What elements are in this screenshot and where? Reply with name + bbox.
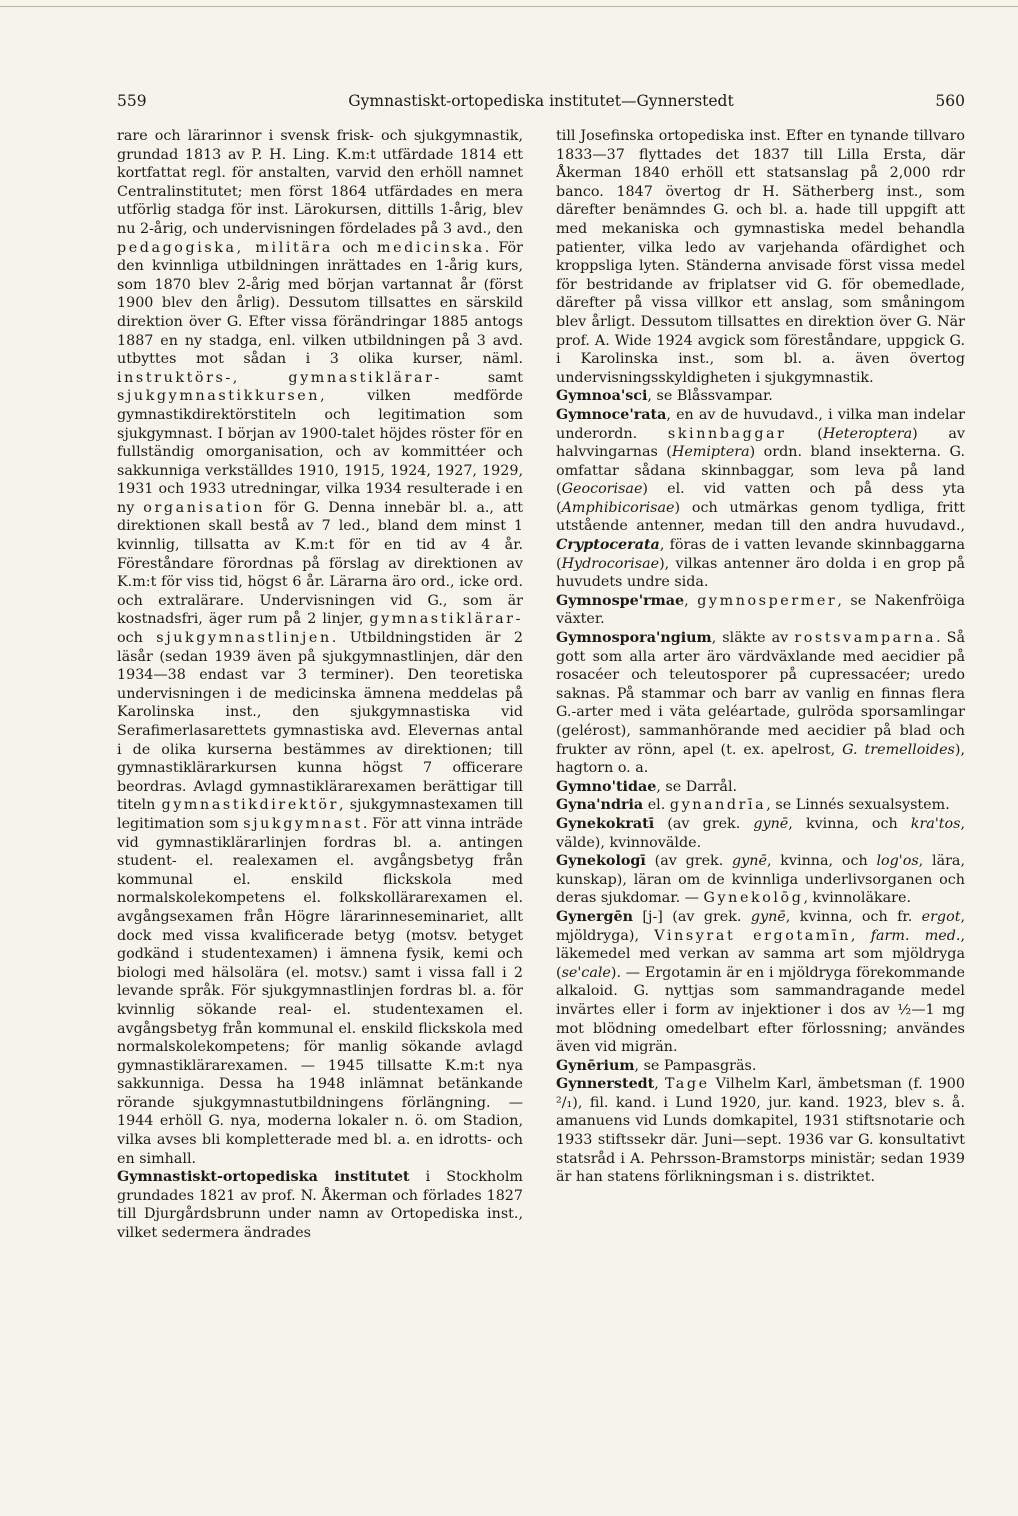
entry-gymnospermae: Gymnospe'rmae, gymnospermer, se Nakenfröiga växter. xyxy=(556,592,965,628)
headword: Gymnastiskt-ortopediska institutet xyxy=(117,1169,410,1186)
entry-gymnotidae: Gymno'tidae, se Darrål. xyxy=(556,778,738,795)
entry-gymnosporangium: Gymnospora'ngium, släkte av rostsvamparna. Så gott som alla arter äro värdväxlande med aecidier på rosacéer och teleutosporer på cupressacéer; uredo saknas. På stammar och barr av vanlig en finnas flera G.-arter med i väta geléartade, gulröda sporsamlingar (gelérost), sammanhörande med aecidier på blad och frukter av rönn, apel (t. ex. apelrost, G. tremelloides), hagtorn o. a. xyxy=(556,630,965,777)
headword: Gymnospora'ngium xyxy=(556,630,712,647)
entry-gymnastiskt-ortopediska-institutet: Gymnastiskt-ortopediska institutet i Stockholm grundades 1821 av prof. N. Åkerman och förlades 1827 till Djurgårdsbrunn under namn av Ortopediska inst., vilket sedermera ändrades xyxy=(117,1169,523,1242)
entry-gynergen: Gynergēn [j-] (av grek. gynē, kvinna, och fr. ergot, mjöldryga), Vinsyrat ergotamīn, farm. med., läkemedel med verkan av samma art som mjöldryga (se'cale). — Ergotamin är en i mjöldryga förekommande alkaloid. G. nyttjas som sammandragande medel invärtes eller i form av injektioner i dos av ½—1 mg mot blödning omedelbart efter förlossning; användes även vid migrän. xyxy=(556,908,965,1056)
entry-gymnoasci: Gymnoa'sci, se Blåssvampar. xyxy=(556,388,773,405)
entry-gynandria: Gyna'ndria el. gynandrīa, se Linnés sexualsystem. xyxy=(556,797,950,814)
entry-gynerium: Gynērium, se Pampasgräs. xyxy=(556,1057,757,1074)
right-column xyxy=(556,127,965,1417)
entry-gynekologi: Gynekologī (av grek. gynē, kvinna, och log'os, lära, kunskap), läran om de kvinnliga underlivsorganen och deras sjukdomar. — Gynekolōg, kvinnoläkare. xyxy=(556,853,965,907)
page-number-right: 560 xyxy=(935,92,965,110)
headword: Gymnoa'sci xyxy=(556,388,648,405)
entry-gymnocerata: Gymnoce'rata, en av de huvudavd., i vilka man indelar underordn. skinnbaggar (Heteroptera) av halvvingarnas (Hemiptera) ordn. bland insekterna. G. omfattar sådana skinnbaggar, som leva på land (Geocorisae) el. vid vatten och på dess yta (Amphibicorisae) och utmärkas genom tydliga, fritt utstående antenner, medan till den andra huvudavd., Cryptocerata, föras de i vatten levande skinnbaggarna (Hydrocorisae), vilkas antenner äro dolda i en grop på huvudets undre sida. xyxy=(556,406,965,591)
headword: Gymnospe'rmae xyxy=(556,592,685,609)
running-header xyxy=(117,92,965,114)
headword: Gynnerstedt xyxy=(556,1076,655,1093)
entry-gynekokrati: Gynekokratī (av grek. gynē, kvinna, och kra'tos, välde), kvinnovälde. xyxy=(556,815,965,851)
headword: Gynergēn xyxy=(556,908,634,925)
headword: Gymno'tidae xyxy=(556,778,657,795)
left-column xyxy=(117,127,523,1417)
entry-gymnastiska-centralinstitutet-continued: rare och lärarinnor i svensk frisk- och sjukgymnastik, grundad 1813 av P. H. Ling. K.m:t utfärdade 1814 ett kortfattat regl. för anstalten, varvid den erhöll namnet Centralinstitutet; men först 1864 utfärdades en mera utförlig stadga för inst. Lärokursen, dittills 1-årig, blev nu 2-årig, och undervisningen fördelades på 3 avd., den pedagogiska, militära och medicinska. För den kvinnliga utbildningen inrättades en 1-årig kurs, som 1870 blev 2-årig med början vartannat år (först 1900 blev den årlig). Dessutom tillsattes en särskild direktion över G. Efter vissa förändringar 1885 antogs 1887 en ny stadga, enl. vilken utbildningen på 3 avd. utbyttes mot sådan i 3 olika kurser, näml. instruktörs-, gymnastiklärar- samt sjukgymnastikkursen, vilken medförde gymnastikdirektörstiteln och legitimation som sjukgymnast. I början av 1900-talet höjdes röster för en fullständig omorganisation, och av kommittéer och sakkunniga verkställdes 1910, 1915, 1924, 1927, 1929, 1931 och 1933 utredningar, vilka 1934 resulterade i en ny organisation för G. Denna innebär bl. a., att direktionen skall bestå av 7 led., bland dem minst 1 kvinnlig, tillsatta av K.m:t för en tid av 4 år. Föreståndare förordnas på förslag av direktionen av K.m:t för viss tid, högst 6 år. Lärarna äro ord., icke ord. och extralärare. Undervisningen vid G., som är kostnadsfri, äger rum på 2 linjer, gymnastiklärar- och sjukgymnastlinjen. Utbildningstiden är 2 läsår (sedan 1939 även på sjukgymnastlinjen, där den 1934—38 endast var 3 terminer). Den teoretiska undervisningen i de medicinska ämnena meddelas på Karolinska inst., den sjukgymnastiska vid Serafimerlasarettets gymnastiska avd. Elevernas antal i de olika kurserna bestämmes av direktionen; till gymnastiklärarkursen kunna högst 7 officerare beordras. Avlagd gymnastiklärarexamen berättigar till titeln gymnastikdirektör, sjukgymnastexamen till legitimation som sjukgymnast. För att vinna inträde vid gymnastiklärarlinjen fordras bl. a. antingen student- el. realexamen el. avgångsbetyg från kommunal el. enskild flickskola med normalskolekompetens el. folkskollärarexamen el. avgångsexamen från Högre lärarinneseminariet, allt dock med vissa kvalificerade betyg (motsv. betyget godkänd i studentexamen) i ämnena fysik, kemi och biologi med hälsolära (el. motsv.) samt i vissa fall i 2 levande språk. För sjukgymnastlinjen fordras bl. a. för kvinnlig sökande real- el. studentexamen el. avgångsbetyg från kommunal el. enskild flickskola med normalskolekompetens; för manlig sökande avlagd gymnastiklärarexamen. — 1945 tillsatte K.m:t nya sakkunniga. Dessa ha 1948 inlämnat betänkande rörande sjukgymnastutbildningens förlängning. — 1944 erhöll G. nya, moderna lokaler n. ö. om Stadion, vilka avses bli kompletterade med bl. a. en idrotts- och en simhall. xyxy=(117,128,523,1167)
entry-gynnerstedt: Gynnerstedt, Tage Vilhelm Karl, ämbetsman (f. 1900 ²/₁), fil. kand. i Lund 1920, jur. kand. 1923, blev s. å. amanuens vid Lunds domkapitel, 1931 stiftsnotarie och 1933 stiftssekr där. Juni—sept. 1936 var G. konsultativt statsråd i A. Pehrsson-Bramstorps ministär; sedan 1939 är han statens förlikningsman i s. distriktet. xyxy=(556,1076,965,1186)
page-top-rule xyxy=(0,6,1018,7)
headword: Gynērium xyxy=(556,1057,635,1074)
headword: Gynekokratī xyxy=(556,815,655,832)
running-title: Gymnastiskt-ortopediska institutet—Gynnerstedt xyxy=(348,92,734,110)
headword: Gynekologī xyxy=(556,853,646,870)
page-number-left: 559 xyxy=(117,92,147,110)
headword: Gyna'ndria xyxy=(556,797,644,814)
headword: Gymnoce'rata xyxy=(556,406,667,423)
entry-gymnastiskt-ortopediska-institutet-continued: till Josefinska ortopediska inst. Efter en tynande tillvaro 1833—37 flyttades det 1837 till Lilla Ersta, där Åkerman 1840 erhöll ett statsanslag på 2,000 rdr banco. 1847 övertog dr H. Sätherberg inst., som därefter benämndes G. och bl. a. hade till uppgift att med mekaniska och gymnastiska medel behandla patienter, vilka ledo av varjehanda ofärdighet och kroppsliga lyten. Ständerna anvisade först vissa medel för bestridande av friplatser vid G. för obemedlade, därefter på vissa villkor ett anslag, som småningom blev årligt. Dessutom tillsattes en direktion över G. När prof. A. Wide 1924 avgick som föreståndare, uppgick G. i Karolinska inst., som bl. a. även övertog undervisningsskyldigheten i sjukgymnastik. xyxy=(556,128,965,386)
